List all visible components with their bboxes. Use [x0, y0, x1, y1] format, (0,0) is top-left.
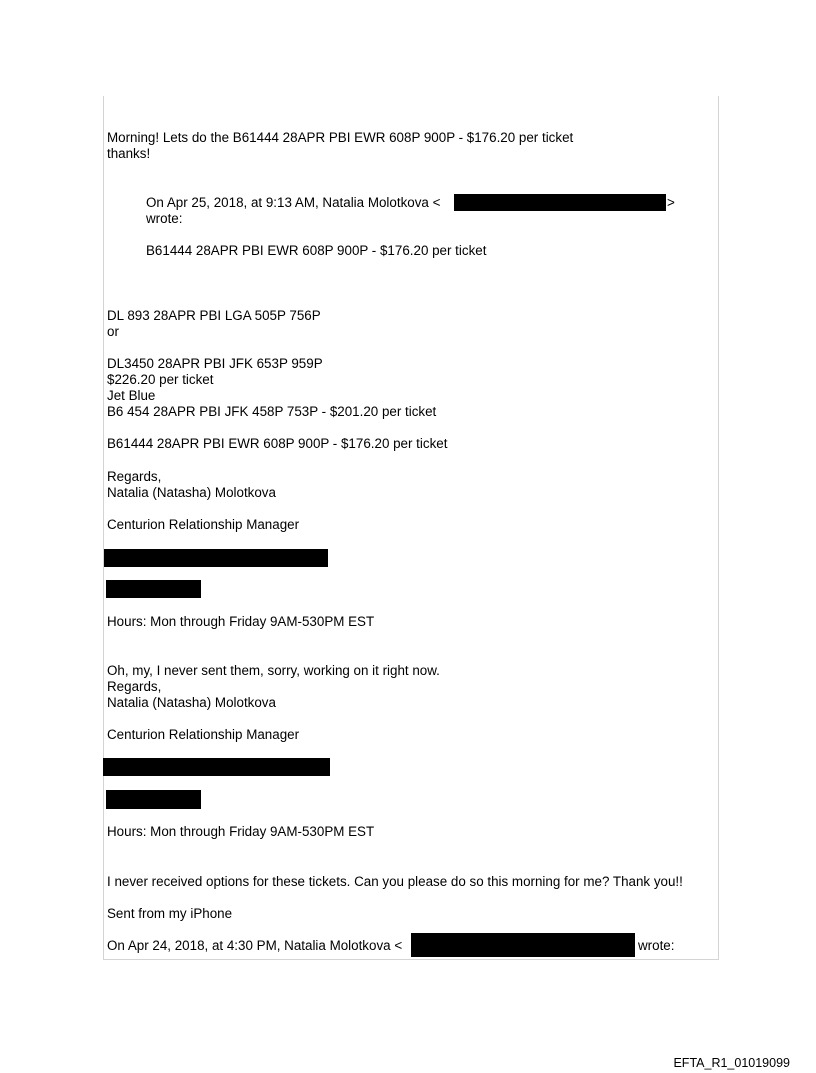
airline-heading: Jet Blue — [107, 388, 156, 403]
flight-option-2: DL3450 28APR PBI JFK 653P 959P — [107, 356, 323, 371]
redacted-contact-1 — [104, 549, 328, 567]
or-text: or — [107, 324, 119, 339]
document-id: EFTA_R1_01019099 — [673, 1056, 790, 1070]
message2-title: Centurion Relationship Manager — [107, 727, 300, 742]
sent-from-line: Sent from my iPhone — [107, 906, 233, 921]
message2-name: Natalia (Natasha) Molotkova — [107, 695, 276, 710]
signature-hours: Hours: Mon through Friday 9AM-530PM EST — [107, 614, 375, 629]
message3-line: I never received options for these tickets. Can you please do so this morning for me? Thank you!! — [107, 874, 683, 889]
message3-header-wrote: wrote: — [638, 938, 675, 953]
quoted-header-suffix: > — [667, 195, 675, 210]
message2-line: Oh, my, I never sent them, sorry, working on it right now. — [107, 663, 440, 678]
redacted-contact-3 — [103, 758, 330, 776]
signature-title: Centurion Relationship Manager — [107, 517, 300, 532]
redacted-email-address — [454, 194, 666, 211]
reply-thanks: thanks! — [107, 146, 151, 161]
reply-line: Morning! Lets do the B61444 28APR PBI EWR 608P 900P - $176.20 per ticket — [107, 130, 574, 145]
message2-regards: Regards, — [107, 679, 162, 694]
message2-hours: Hours: Mon through Friday 9AM-530PM EST — [107, 824, 375, 839]
redacted-email-address-2 — [411, 933, 635, 957]
flight-option-1: DL 893 28APR PBI LGA 505P 756P — [107, 308, 321, 323]
quoted-selection: B61444 28APR PBI EWR 608P 900P - $176.20 per ticket — [146, 243, 487, 258]
message3-header-prefix: On Apr 24, 2018, at 4:30 PM, Natalia Molotkova < — [107, 938, 403, 953]
flight-option-4: B61444 28APR PBI EWR 608P 900P - $176.20 per ticket — [107, 436, 448, 451]
redacted-contact-2 — [106, 580, 201, 598]
quoted-header-prefix: On Apr 25, 2018, at 9:13 AM, Natalia Molotkova < — [146, 195, 441, 210]
signature-name: Natalia (Natasha) Molotkova — [107, 485, 276, 500]
flight-option-3: B6 454 28APR PBI JFK 458P 753P - $201.20 per ticket — [107, 404, 437, 419]
signature-regards: Regards, — [107, 469, 162, 484]
flight-option-2-price: $226.20 per ticket — [107, 372, 214, 387]
redacted-contact-4 — [106, 790, 201, 809]
quoted-header-wrote: wrote: — [146, 211, 183, 226]
